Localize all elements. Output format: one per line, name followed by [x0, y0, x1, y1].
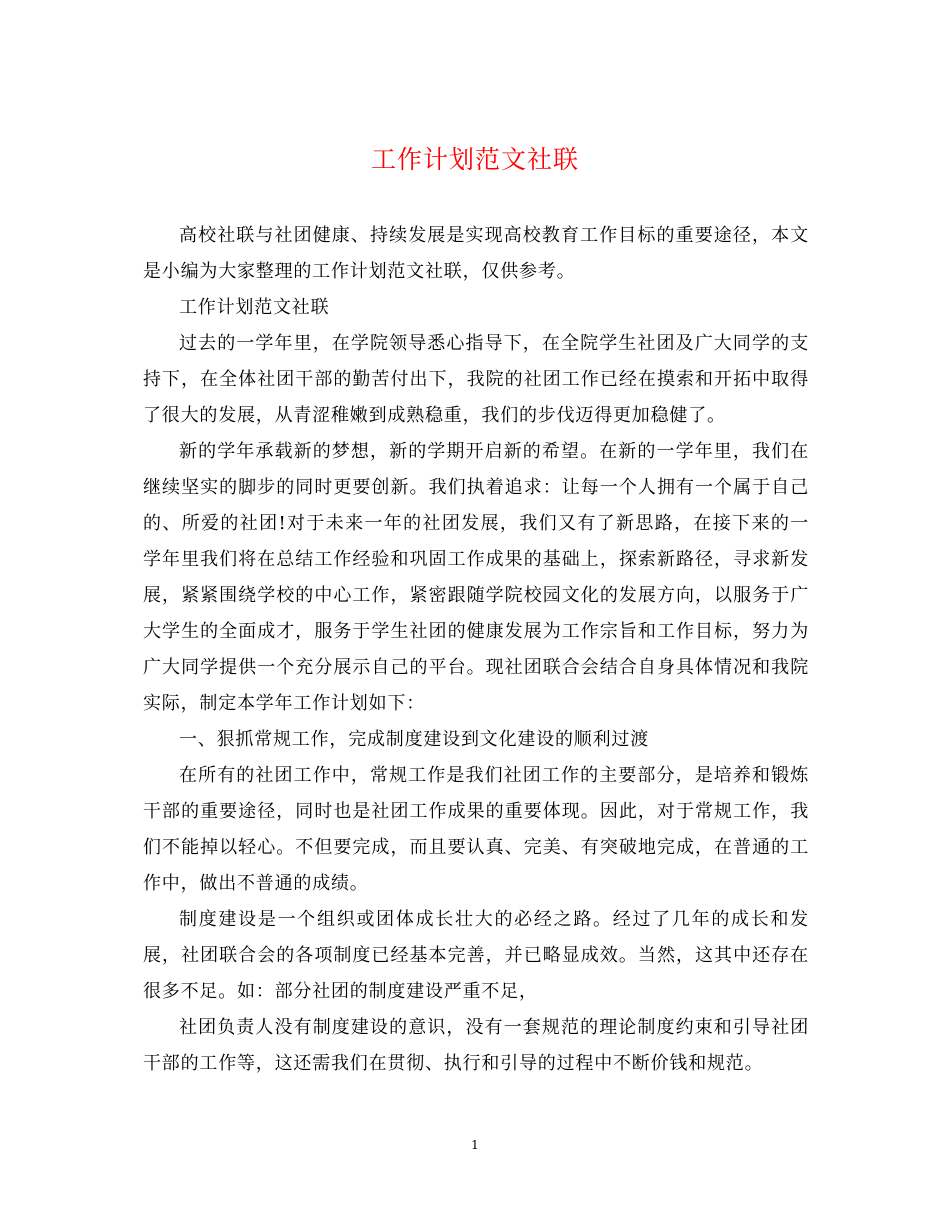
paragraph-review: 过去的一学年里，在学院领导悉心指导下，在全院学生社团及广大同学的支持下，在全体社团干部的勤苦付出下，我院的社团工作已经在摸索和开拓中取得了很大的发展，从青涩稚嫩到成熟稳重，我们的步伐迈得更加稳健了。: [143, 333, 809, 426]
paragraph-club-leaders: 社团负责人没有制度建设的意识，没有一套规范的理论制度约束和引导社团干部的工作等，这还需我们在贯彻、执行和引导的过程中不断价钱和规范。: [143, 1017, 809, 1074]
paragraph-intro: 高校社联与社团健康、持续发展是实现高校教育工作目标的重要途径，本文是小编为大家整理的工作计划范文社联，仅供参考。: [143, 225, 809, 282]
paragraph-subtitle: 工作计划范文社联: [179, 297, 330, 318]
document-title: 工作计划范文社联: [370, 145, 579, 174]
section-heading-1: 一、狠抓常规工作，完成制度建设到文化建设的顺利过渡: [179, 729, 649, 750]
page-number: 1: [471, 1138, 479, 1152]
paragraph-new-year: 新的学年承载新的梦想，新的学期开启新的希望。在新的一学年里，我们在继续坚实的脚步的同时更要创新。我们执着追求：让每一个人拥有一个属于自己的、所爱的社团!对于未来一年的社团发展，我们又有了新思路，在接下来的一学年里我们将在总结工作经验和巩固工作成果的基础上，探索新路径，寻求新发展，紧紧围绕学校的中心工作，紧密跟随学院校园文化的发展方向，以服务于广大学生的全面成才，服务于学生社团的健康发展为工作宗旨和工作目标，努力为广大同学提供一个充分展示自己的平台。现社团联合会结合自身具体情况和我院实际，制定本学年工作计划如下：: [143, 441, 809, 714]
paragraph-routine-work: 在所有的社团工作中，常规工作是我们社团工作的主要部分，是培养和锻炼干部的重要途径，同时也是社团工作成果的重要体现。因此，对于常规工作，我们不能掉以轻心。不但要完成，而且要认真、完美、有突破地完成，在普通的工作中，做出不普通的成绩。: [143, 765, 809, 894]
document-body: [143, 218, 809, 1082]
paragraph-system-building: 制度建设是一个组织或团体成长壮大的必经之路。经过了几年的成长和发展，社团联合会的各项制度已经基本完善，并已略显成效。当然，这其中还存在很多不足。如：部分社团的制度建设严重不足，: [143, 909, 809, 1002]
